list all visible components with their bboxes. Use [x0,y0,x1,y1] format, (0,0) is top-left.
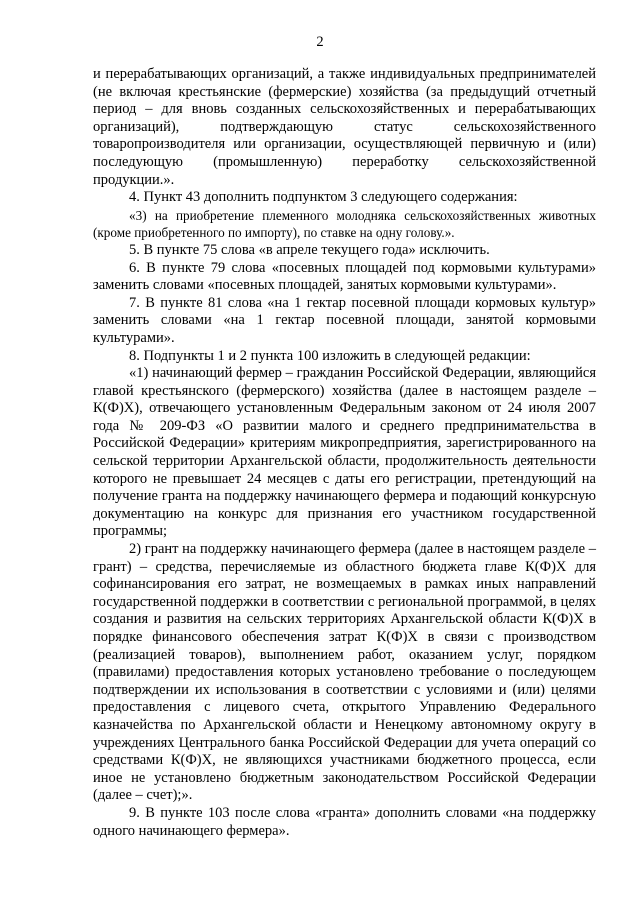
page-number: 2 [316,34,324,50]
paragraph-6: 7. В пункте 81 слова «на 1 гектар посевной площади кормовых культур» заменить словами «на 1 гектар посевной площади, занятой кормовыми культурами». [93,294,596,346]
paragraph-2: 4. Пункт 43 дополнить подпунктом 3 следующего содержания: [129,189,518,206]
paragraph-3: «3) на приобретение племенного молодняка сельскохозяйственных животных (кроме приобретенного по импорту), по ставке на одну голову.». [93,207,596,241]
paragraph-9: 2) грант на поддержку начинающего фермера (далее в настоящем разделе – грант) – средства, перечисляемые из областного бюджета главе К(Ф)Х для софинансирования его затрат, не возмещаемых в рамках иных направлений государственной поддержки в соответствии с региональной программой, в целях создания и развития на сельских территориях Архангельской области К(Ф)Х в порядке финансового обеспечения затрат К(Ф)Х в связи с производством (реализацией товаров), выполнением работ, оказанием услуг, порядком (правилами) предоставления которых установлено требование о последующем подтверждении их использования в соответствии с условиями и (или) целями предоставления с лицевого счета, открытого Управлению Федерального казначейства по Архангельской области и Ненецкому автономному округу в учреждениях Центрального банка Российской Федерации для учета операций со средствами К(Ф)Х, не являющихся участниками бюджетного процесса, если иное не установлено бюджетным законодательством Российской Федерации (далее – счет);». [93,541,596,804]
paragraph-1: и перерабатывающих организаций, а также индивидуальных предпринимателей (не включая крестьянские (фермерские) хозяйства (за предыдущий отчетный период – для вновь созданных сельскохозяйственных и перерабатывающих организаций), подтверждающую статус сельскохозяйственного товаропроизводителя или организации, осуществляющей первичную и (или) последующую (промышленную) переработку сельскохозяйственной продукции.». [93,66,596,188]
document-body [93,66,596,840]
paragraph-7: 8. Подпункты 1 и 2 пункта 100 изложить в следующей редакции: [129,347,531,364]
paragraph-5: 6. В пункте 79 слова «посевных площадей под кормовыми культурами» заменить словами «посевных площадей, занятых кормовыми культурами». [93,259,596,294]
paragraph-4: 5. В пункте 75 слова «в апреле текущего года» исключить. [129,241,490,258]
paragraph-10: 9. В пункте 103 после слова «гранта» дополнить словами «на поддержку одного начинающего фермера». [93,804,596,839]
paragraph-8: «1) начинающий фермер – гражданин Российской Федерации, являющийся главой крестьянского (фермерского) хозяйства (далее в настоящем разделе – К(Ф)Х), отвечающего установленным Федеральным законом от 24 июля 2007 года № 209-ФЗ «О развитии малого и среднего предпринимательства в Российской Федерации» критериям микропредприятия, зарегистрированного на сельской территории Архангельской области, продолжительность деятельности которого не превышает 24 месяцев с даты его регистрации, претендующий на получение гранта на поддержку начинающего фермера и подающий конкурсную документацию на конкурс для признания его участником государственной программы; [93,365,596,540]
